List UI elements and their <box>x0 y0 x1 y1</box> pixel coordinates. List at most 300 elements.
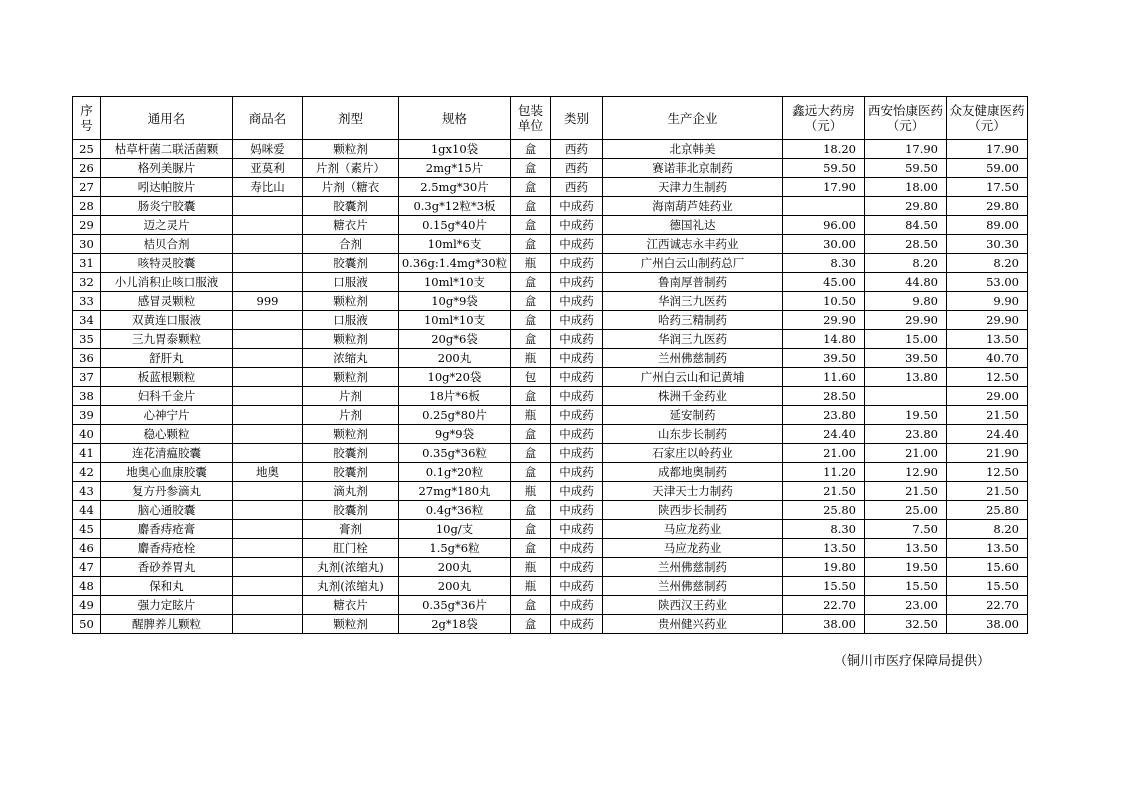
table-row <box>73 444 1028 463</box>
table-cell: 肛门栓 <box>303 539 399 558</box>
table-cell: 咳特灵胶囊 <box>101 254 233 273</box>
table-cell: 广州白云山和记黄埔 <box>603 368 783 387</box>
table-cell: 0.25g*80片 <box>399 406 511 425</box>
table-cell: 43 <box>73 482 101 501</box>
table-cell: 中成药 <box>551 425 603 444</box>
table-cell: 中成药 <box>551 235 603 254</box>
table-row <box>73 254 1028 273</box>
column-header: 剂型 <box>303 97 399 140</box>
table-cell: 盒 <box>511 501 551 520</box>
table-cell: 59.50 <box>783 159 865 178</box>
table-cell: 中成药 <box>551 463 603 482</box>
table-cell: 18.20 <box>783 140 865 159</box>
table-cell: 28.50 <box>783 387 865 406</box>
table-cell: 中成药 <box>551 615 603 634</box>
table-row <box>73 425 1028 444</box>
table-cell: 中成药 <box>551 539 603 558</box>
table-cell: 21.50 <box>783 482 865 501</box>
table-cell: 江西诚志永丰药业 <box>603 235 783 254</box>
table-cell: 中成药 <box>551 273 603 292</box>
table-cell: 瓶 <box>511 558 551 577</box>
table-cell: 15.50 <box>783 577 865 596</box>
table-cell: 德国礼达 <box>603 216 783 235</box>
table-cell: 23.00 <box>865 596 947 615</box>
table-cell: 10ml*10支 <box>399 311 511 330</box>
table-cell: 浓缩丸 <box>303 349 399 368</box>
table-cell: 颗粒剂 <box>303 292 399 311</box>
table-cell <box>233 615 303 634</box>
table-cell: 35 <box>73 330 101 349</box>
table-cell: 47 <box>73 558 101 577</box>
table-cell: 10g*20袋 <box>399 368 511 387</box>
table-cell: 0.35g*36片 <box>399 596 511 615</box>
table-cell: 稳心颗粒 <box>101 425 233 444</box>
table-cell: 17.90 <box>865 140 947 159</box>
table-cell: 三九胃泰颗粒 <box>101 330 233 349</box>
table-cell: 29.90 <box>783 311 865 330</box>
table-row <box>73 482 1028 501</box>
table-cell: 21.00 <box>865 444 947 463</box>
table-cell: 18片*6板 <box>399 387 511 406</box>
table-cell: 12.90 <box>865 463 947 482</box>
table-cell: 瓶 <box>511 482 551 501</box>
table-row <box>73 197 1028 216</box>
table-row <box>73 159 1028 178</box>
table-cell <box>233 577 303 596</box>
table-cell: 30.00 <box>783 235 865 254</box>
table-cell: 盒 <box>511 615 551 634</box>
column-header: 商品名 <box>233 97 303 140</box>
table-cell: 29.00 <box>947 387 1028 406</box>
table-row <box>73 235 1028 254</box>
table-cell: 兰州佛慈制药 <box>603 349 783 368</box>
table-cell: 10g/支 <box>399 520 511 539</box>
column-header: 鑫远大药房 （元） <box>783 97 865 140</box>
table-cell: 999 <box>233 292 303 311</box>
table-cell: 38 <box>73 387 101 406</box>
table-cell: 麝香痔疮栓 <box>101 539 233 558</box>
table-cell <box>233 482 303 501</box>
table-cell: 13.50 <box>947 330 1028 349</box>
table-cell: 84.50 <box>865 216 947 235</box>
table-cell: 保和丸 <box>101 577 233 596</box>
table-cell: 中成药 <box>551 292 603 311</box>
table-cell: 贵州健兴药业 <box>603 615 783 634</box>
table-row <box>73 349 1028 368</box>
table-cell: 59.00 <box>947 159 1028 178</box>
table-cell: 连花清瘟胶囊 <box>101 444 233 463</box>
table-cell: 瓶 <box>511 349 551 368</box>
table-cell: 糖衣片 <box>303 596 399 615</box>
table-cell: 盒 <box>511 273 551 292</box>
table-cell: 49 <box>73 596 101 615</box>
table-cell: 山东步长制药 <box>603 425 783 444</box>
table-cell: 25.00 <box>865 501 947 520</box>
table-cell: 29 <box>73 216 101 235</box>
table-cell: 迈之灵片 <box>101 216 233 235</box>
table-cell <box>865 387 947 406</box>
table-cell: 盒 <box>511 178 551 197</box>
table-cell: 强力定眩片 <box>101 596 233 615</box>
table-row <box>73 140 1028 159</box>
table-cell: 胶囊剂 <box>303 254 399 273</box>
table-cell: 盒 <box>511 463 551 482</box>
table-cell: 片剂 <box>303 406 399 425</box>
table-cell: 滴丸剂 <box>303 482 399 501</box>
table-cell: 寿比山 <box>233 178 303 197</box>
table-cell: 盒 <box>511 330 551 349</box>
table-cell <box>233 539 303 558</box>
table-cell <box>233 387 303 406</box>
table-row <box>73 539 1028 558</box>
table-cell: 双黄连口服液 <box>101 311 233 330</box>
table-cell: 19.50 <box>865 558 947 577</box>
table-cell: 28 <box>73 197 101 216</box>
table-cell: 株洲千金药业 <box>603 387 783 406</box>
table-cell <box>233 558 303 577</box>
table-cell: 25 <box>73 140 101 159</box>
table-cell: 12.50 <box>947 368 1028 387</box>
table-cell: 96.00 <box>783 216 865 235</box>
table-cell: 肠炎宁胶囊 <box>101 197 233 216</box>
table-cell: 1gx10袋 <box>399 140 511 159</box>
table-cell: 27mg*180丸 <box>399 482 511 501</box>
table-cell: 39.50 <box>865 349 947 368</box>
table-cell: 盒 <box>511 596 551 615</box>
table-row <box>73 558 1028 577</box>
table-cell: 36 <box>73 349 101 368</box>
table-cell: 40 <box>73 425 101 444</box>
column-header: 类别 <box>551 97 603 140</box>
table-cell: 陕西步长制药 <box>603 501 783 520</box>
table-cell: 9g*9袋 <box>399 425 511 444</box>
table-cell: 格列美脲片 <box>101 159 233 178</box>
table-cell <box>233 197 303 216</box>
table-cell: 合剂 <box>303 235 399 254</box>
table-cell: 21.00 <box>783 444 865 463</box>
table-cell: 心神宁片 <box>101 406 233 425</box>
table-cell: 鲁南厚普制药 <box>603 273 783 292</box>
column-header: 众友健康医药 （元） <box>947 97 1028 140</box>
table-cell: 8.30 <box>783 254 865 273</box>
table-cell: 19.80 <box>783 558 865 577</box>
table-cell: 瓶 <box>511 254 551 273</box>
table-cell: 23.80 <box>783 406 865 425</box>
table-cell: 11.60 <box>783 368 865 387</box>
table-cell <box>233 368 303 387</box>
table-cell: 片剂（素片） <box>303 159 399 178</box>
table-cell: 丸剂(浓缩丸) <box>303 558 399 577</box>
table-cell: 10.50 <box>783 292 865 311</box>
table-cell: 兰州佛慈制药 <box>603 577 783 596</box>
table-cell: 中成药 <box>551 216 603 235</box>
table-cell: 7.50 <box>865 520 947 539</box>
table-cell: 17.90 <box>783 178 865 197</box>
table-cell: 0.4g*36粒 <box>399 501 511 520</box>
table-cell: 13.50 <box>947 539 1028 558</box>
table-cell: 31 <box>73 254 101 273</box>
table-cell: 盒 <box>511 235 551 254</box>
table-cell: 麝香痔疮膏 <box>101 520 233 539</box>
table-cell: 15.60 <box>947 558 1028 577</box>
table-cell: 片剂 <box>303 387 399 406</box>
table-cell: 45.00 <box>783 273 865 292</box>
table-cell: 40.70 <box>947 349 1028 368</box>
table-row <box>73 520 1028 539</box>
table-cell <box>233 330 303 349</box>
table-cell: 复方丹参滴丸 <box>101 482 233 501</box>
column-header: 包装 单位 <box>511 97 551 140</box>
table-cell: 中成药 <box>551 406 603 425</box>
table-cell: 口服液 <box>303 311 399 330</box>
table-cell: 2.5mg*30片 <box>399 178 511 197</box>
table-cell: 小儿消积止咳口服液 <box>101 273 233 292</box>
table-cell: 脑心通胶囊 <box>101 501 233 520</box>
table-cell <box>233 501 303 520</box>
table-cell: 中成药 <box>551 368 603 387</box>
table-cell: 15.00 <box>865 330 947 349</box>
table-row <box>73 178 1028 197</box>
table-cell: 延安制药 <box>603 406 783 425</box>
table-cell <box>233 311 303 330</box>
table-cell: 13.80 <box>865 368 947 387</box>
table-cell: 盒 <box>511 140 551 159</box>
table-cell: 30.30 <box>947 235 1028 254</box>
table-cell: 颗粒剂 <box>303 368 399 387</box>
table-cell: 华润三九医药 <box>603 330 783 349</box>
table-cell <box>233 216 303 235</box>
table-cell: 0.35g*36粒 <box>399 444 511 463</box>
table-cell: 28.50 <box>865 235 947 254</box>
table-cell: 盒 <box>511 387 551 406</box>
table-cell: 舒肝丸 <box>101 349 233 368</box>
table-cell: 13.50 <box>783 539 865 558</box>
table-cell: 0.36g:1.4mg*30粒 <box>399 254 511 273</box>
table-cell: 口服液 <box>303 273 399 292</box>
table-cell: 中成药 <box>551 501 603 520</box>
table-row <box>73 615 1028 634</box>
table-cell: 中成药 <box>551 254 603 273</box>
table-cell: 29.80 <box>947 197 1028 216</box>
table-cell: 8.20 <box>865 254 947 273</box>
table-cell: 中成药 <box>551 349 603 368</box>
table-cell: 板蓝根颗粒 <box>101 368 233 387</box>
table-cell: 盒 <box>511 216 551 235</box>
table-cell: 颗粒剂 <box>303 425 399 444</box>
table-cell: 胶囊剂 <box>303 197 399 216</box>
table-cell: 胶囊剂 <box>303 444 399 463</box>
source-note: （铜川市医疗保障局提供） <box>834 654 991 669</box>
table-cell: 0.1g*20粒 <box>399 463 511 482</box>
table-cell: 48 <box>73 577 101 596</box>
table-cell: 25.80 <box>783 501 865 520</box>
table-cell: 包 <box>511 368 551 387</box>
table-cell: 8.20 <box>947 520 1028 539</box>
table-row <box>73 463 1028 482</box>
table-cell: 8.30 <box>783 520 865 539</box>
table-cell: 盒 <box>511 292 551 311</box>
table-cell: 42 <box>73 463 101 482</box>
table-cell: 34 <box>73 311 101 330</box>
table-cell: 瓶 <box>511 406 551 425</box>
table-cell: 21.50 <box>865 482 947 501</box>
table-cell: 46 <box>73 539 101 558</box>
table-cell: 41 <box>73 444 101 463</box>
table-cell: 32.50 <box>865 615 947 634</box>
table-row <box>73 406 1028 425</box>
table-row <box>73 501 1028 520</box>
table-cell <box>783 197 865 216</box>
table-row <box>73 387 1028 406</box>
table-cell: 丸剂(浓缩丸) <box>303 577 399 596</box>
table-cell: 0.15g*40片 <box>399 216 511 235</box>
table-cell: 17.90 <box>947 140 1028 159</box>
table-cell: 陕西汉王药业 <box>603 596 783 615</box>
table-cell: 200丸 <box>399 577 511 596</box>
table-cell: 胶囊剂 <box>303 501 399 520</box>
table-cell: 59.50 <box>865 159 947 178</box>
table-cell: 18.00 <box>865 178 947 197</box>
table-cell: 1.5g*6粒 <box>399 539 511 558</box>
table-cell: 海南葫芦娃药业 <box>603 197 783 216</box>
table-cell: 22.70 <box>783 596 865 615</box>
table-cell: 38.00 <box>947 615 1028 634</box>
table-cell: 中成药 <box>551 577 603 596</box>
table-cell: 成都地奥制药 <box>603 463 783 482</box>
table-cell <box>233 406 303 425</box>
table-cell: 中成药 <box>551 330 603 349</box>
table-cell: 22.70 <box>947 596 1028 615</box>
table-cell: 华润三九医药 <box>603 292 783 311</box>
table-cell: 30 <box>73 235 101 254</box>
table-cell: 天津力生制药 <box>603 178 783 197</box>
table-cell: 32 <box>73 273 101 292</box>
table-cell: 吲达帕胺片 <box>101 178 233 197</box>
table-cell: 0.3g*12粒*3板 <box>399 197 511 216</box>
table-cell <box>233 444 303 463</box>
column-header: 生产企业 <box>603 97 783 140</box>
table-cell: 石家庄以岭药业 <box>603 444 783 463</box>
table-cell: 12.50 <box>947 463 1028 482</box>
table-cell: 赛诺菲北京制药 <box>603 159 783 178</box>
table-cell: 25.80 <box>947 501 1028 520</box>
table-cell: 枯草杆菌二联活菌颗 <box>101 140 233 159</box>
table-cell: 24.40 <box>783 425 865 444</box>
table-cell: 广州白云山制药总厂 <box>603 254 783 273</box>
table-cell: 9.80 <box>865 292 947 311</box>
column-header: 西安怡康医药 （元） <box>865 97 947 140</box>
table-cell: 盒 <box>511 425 551 444</box>
table-cell: 9.90 <box>947 292 1028 311</box>
table-cell: 中成药 <box>551 482 603 501</box>
table-cell: 盒 <box>511 159 551 178</box>
table-cell: 33 <box>73 292 101 311</box>
table-cell: 地奥心血康胶囊 <box>101 463 233 482</box>
table-cell: 15.50 <box>865 577 947 596</box>
table-cell: 中成药 <box>551 558 603 577</box>
table-cell: 桔贝合剂 <box>101 235 233 254</box>
table-cell: 地奥 <box>233 463 303 482</box>
table-cell: 2mg*15片 <box>399 159 511 178</box>
table-cell: 马应龙药业 <box>603 539 783 558</box>
table-cell: 西药 <box>551 140 603 159</box>
table-cell: 马应龙药业 <box>603 520 783 539</box>
table-cell: 盒 <box>511 197 551 216</box>
table-cell: 39.50 <box>783 349 865 368</box>
table-cell: 10ml*10支 <box>399 273 511 292</box>
table-cell: 西药 <box>551 178 603 197</box>
table-cell: 26 <box>73 159 101 178</box>
table-cell: 亚莫利 <box>233 159 303 178</box>
table-cell: 38.00 <box>783 615 865 634</box>
table-cell: 8.20 <box>947 254 1028 273</box>
table-cell: 盒 <box>511 311 551 330</box>
table-cell: 14.80 <box>783 330 865 349</box>
table-cell: 兰州佛慈制药 <box>603 558 783 577</box>
table-row <box>73 368 1028 387</box>
table-cell: 香砂养胃丸 <box>101 558 233 577</box>
table-cell: 44 <box>73 501 101 520</box>
table-cell: 盒 <box>511 444 551 463</box>
table-cell: 27 <box>73 178 101 197</box>
table-cell: 中成药 <box>551 197 603 216</box>
table-cell <box>233 596 303 615</box>
table-row <box>73 311 1028 330</box>
table-cell: 10g*9袋 <box>399 292 511 311</box>
table-cell: 20g*6袋 <box>399 330 511 349</box>
table-header <box>73 97 1028 140</box>
table-cell: 中成药 <box>551 596 603 615</box>
table-cell: 37 <box>73 368 101 387</box>
table-cell: 21.90 <box>947 444 1028 463</box>
table-row <box>73 292 1028 311</box>
table-cell: 53.00 <box>947 273 1028 292</box>
table-row <box>73 596 1028 615</box>
table-row <box>73 273 1028 292</box>
drug-price-table <box>72 96 1028 634</box>
table-cell: 17.50 <box>947 178 1028 197</box>
table-cell: 中成药 <box>551 311 603 330</box>
table-row <box>73 330 1028 349</box>
table-cell: 北京韩美 <box>603 140 783 159</box>
column-header: 通用名 <box>101 97 233 140</box>
table-cell: 200丸 <box>399 349 511 368</box>
table-cell: 29.90 <box>947 311 1028 330</box>
table-cell: 29.80 <box>865 197 947 216</box>
table-cell: 89.00 <box>947 216 1028 235</box>
table-cell: 感冒灵颗粒 <box>101 292 233 311</box>
table-cell: 10ml*6支 <box>399 235 511 254</box>
table-cell: 盒 <box>511 539 551 558</box>
table-cell: 片剂（糖衣 <box>303 178 399 197</box>
table-cell: 天津天士力制药 <box>603 482 783 501</box>
table-cell: 15.50 <box>947 577 1028 596</box>
table-cell: 13.50 <box>865 539 947 558</box>
table-cell: 颗粒剂 <box>303 140 399 159</box>
table-cell: 颗粒剂 <box>303 615 399 634</box>
table-cell: 哈药三精制药 <box>603 311 783 330</box>
table-cell: 19.50 <box>865 406 947 425</box>
table-row <box>73 216 1028 235</box>
table-cell: 膏剂 <box>303 520 399 539</box>
table-cell: 23.80 <box>865 425 947 444</box>
table-cell <box>233 235 303 254</box>
table-cell: 21.50 <box>947 406 1028 425</box>
table-cell: 颗粒剂 <box>303 330 399 349</box>
table-cell: 糖衣片 <box>303 216 399 235</box>
table-cell: 2g*18袋 <box>399 615 511 634</box>
table-cell: 妇科千金片 <box>101 387 233 406</box>
